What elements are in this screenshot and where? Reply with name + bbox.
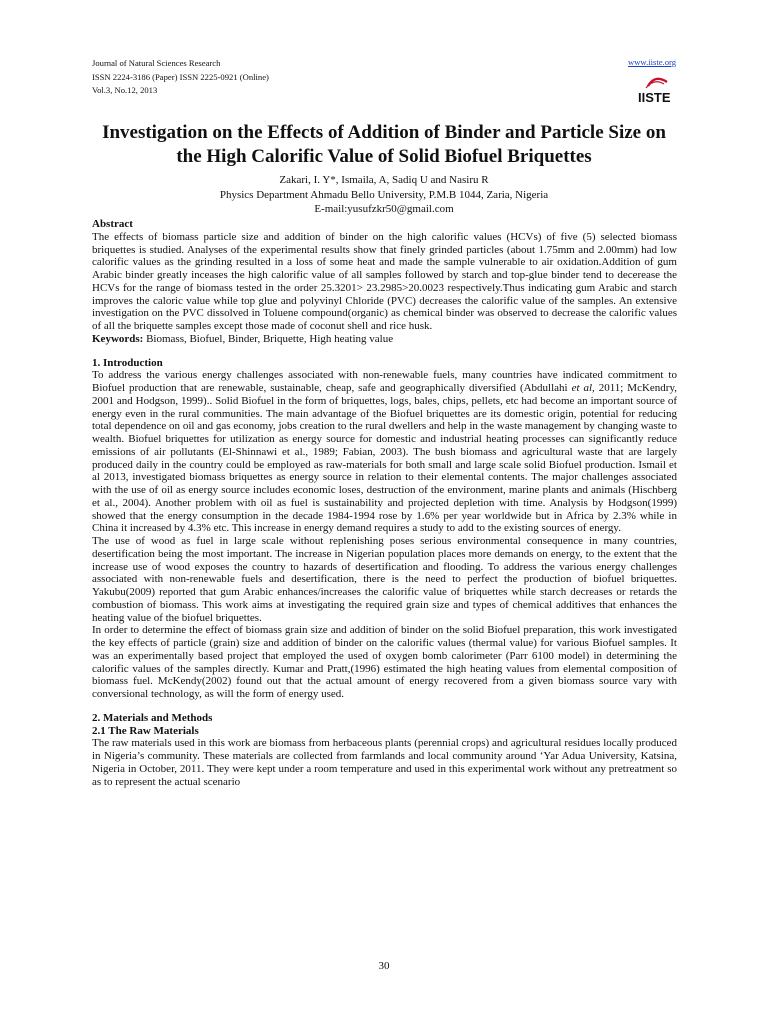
journal-header <box>92 57 269 98</box>
affiliation: Physics Department Ahmadu Bello University, P.M.B 1044, Zaria, Nigeria <box>219 188 549 201</box>
intro-paragraph-2: The use of wood as fuel in large scale without replenishing poses serious environmental consequence in many countries, desertification being the most important. The increase in Nigerian population places more demands on energy, to the extent that the increase use of wood exposes the country to hazards of desertification and flooding. To address the various energy challenges associated with non-renewable fuels and desertification, there is the need to perfect the production of biofuel briquettes. Yakubu(2009) reported that gum Arabic enhances/increases the calorific value of briquettes while starch decreases or retards the combustion of biomass. This work aims at investigating the required grain size and types of chemical additives that enhances the heating value of the biofuel briquettes. <box>92 535 677 624</box>
iiste-logo <box>634 76 676 104</box>
journal-url-link[interactable]: www.iiste.org <box>628 57 676 67</box>
intro-paragraph-1 <box>92 369 677 535</box>
abstract-heading: Abstract <box>92 218 133 230</box>
page-number: 30 <box>378 960 390 972</box>
intro-p1-etal: et al <box>571 382 593 394</box>
paper-title: Investigation on the Effects of Addition of Binder and Particle Size on the High Calorific Value of Solid Biofuel Briquettes <box>102 122 666 167</box>
intro-paragraph-3: In order to determine the effect of biomass grain size and addition of binder on the solid Biofuel preparation, this work investigated the key effects of particle (grain) size and addition of binder on the calorific values (thermal value) for various Biofuel samples. It was an experimentally based project that employed the used of oxygen bomb calorimeter (Parr 6100 model) in determining the calorific values of the samples directly. Kumar and Pratt,(1996) estimated the high heating values from elemental composition of biomass fuel. McKendy(2002) found out that the actual amount of energy recovered from a given biomass source vary with conversional technology, as will the form of energy used. <box>92 624 677 700</box>
methods-paragraph-1: The raw materials used in this work are biomass from herbaceous plants (perennial crops) and agricultural residues locally produced in Nigeria’s community. These materials are collected from farmlands and local community around ‘Yar Adua University, Katsina, Nigeria in October, 2011. They were kept under a room temperature and used in this experimental work without any pretreatment so as to represent the actual scenario <box>92 737 677 788</box>
intro-p1-part-b: , 2011; McKendry, 2001 and Hodgson, 1999).. Solid Biofuel in the form of briquettes, logs, bales, chips, pellets, etc had become an important source of energy even in the rural communities. The main advantage of the Biofuel briquettes are its domestic origin, potential for reducing total dependence on oil and gas economy, jobs creation to the rural dwellers and help in the waste management by changing waste to wealth. Biofuel briquettes for utilization as energy source for domestic and industrial heating processes can significantly reduce emissions of air pollutants (El-Shinnawi et al., 1989; Fabian, 2003). The bush biomass and agricultural waste that are largely produced daily in the country could be employed as raw-materials for both small and large scale solid Biofuel production. Ismail et al 2013, investigated biomass briquettes as energy source in relation to their elemental contents. The major challenges associated with the use of oil as energy source includes economic loses, destruction of the environment, marine plants and animals (Hischberg et al., 2004). Another problem with oil as fuel is sustainability and projected depletion with time. Analysis by Hodgson(1999) showed that the energy consumption in the decade 1984-1994 rose by 1.6% per year worldwide but in Africa by 2.3% while in China it increased by 4.3% etc. This increase in energy demand requires a study to add to the existing sources of energy. <box>92 382 677 535</box>
keywords-text: Biomass, Biofuel, Binder, Briquette, High heating value <box>143 332 394 345</box>
issn-line: ISSN 2224-3186 (Paper) ISSN 2225-0921 (Online) <box>92 71 269 82</box>
raw-materials-subheading: 2.1 The Raw Materials <box>92 724 199 737</box>
volume-line: Vol.3, No.12, 2013 <box>92 85 158 96</box>
email: E-mail:yusufzkr50@gmail.com <box>314 203 454 216</box>
authors: Zakari, I. Y*, Ismaila, A, Sadiq U and Nasiru R <box>279 174 489 186</box>
keywords-line <box>92 333 677 346</box>
methods-heading: 2. Materials and Methods <box>92 711 213 724</box>
paper-body <box>92 218 677 788</box>
intro-p1-part-a: To address the various energy challenges associated with non-renewable fuels, many countries have indicated commitment to Biofuel production that are renewable, sustainable, cheap, safe and geographically diversified (Abdullahi <box>92 369 677 394</box>
abstract-text: The effects of biomass particle size and addition of binder on the high calorific values (HCVs) of five (5) selected biomass briquettes is studied. Analyses of the experimental results show that finely grinded particles (about 1.75mm and 2.00mm) had low calorific values as the grinding resulted in a loss of some heat and made the sample vulnerable to air oxidation.Addition of gum Arabic binder greatly inceases the high calorific value of all samples followed by starch and top-glue binder tend to decerease the HCVs for the range of biomass tested in the order 25.3201> 23.2985>20.0023 respectively.Thus indicating gum Arabic and starch improves the caloric value while top glue and polyvinyl Chloride (PVC) decreases the calorific value of the samples. An extensive investigation on the PVC dissolved in Toluene compound(organic) as chemical binder was observed to decrease the calorific values of all the briquette samples except those made of coconut shell and rice husk. <box>92 230 677 332</box>
author-block <box>90 173 678 217</box>
keywords-label: Keywords: <box>92 332 144 345</box>
journal-name: Journal of Natural Sciences Research <box>92 58 221 68</box>
logo-lettering: IISTE <box>638 90 671 104</box>
intro-heading: 1. Introduction <box>92 356 163 369</box>
